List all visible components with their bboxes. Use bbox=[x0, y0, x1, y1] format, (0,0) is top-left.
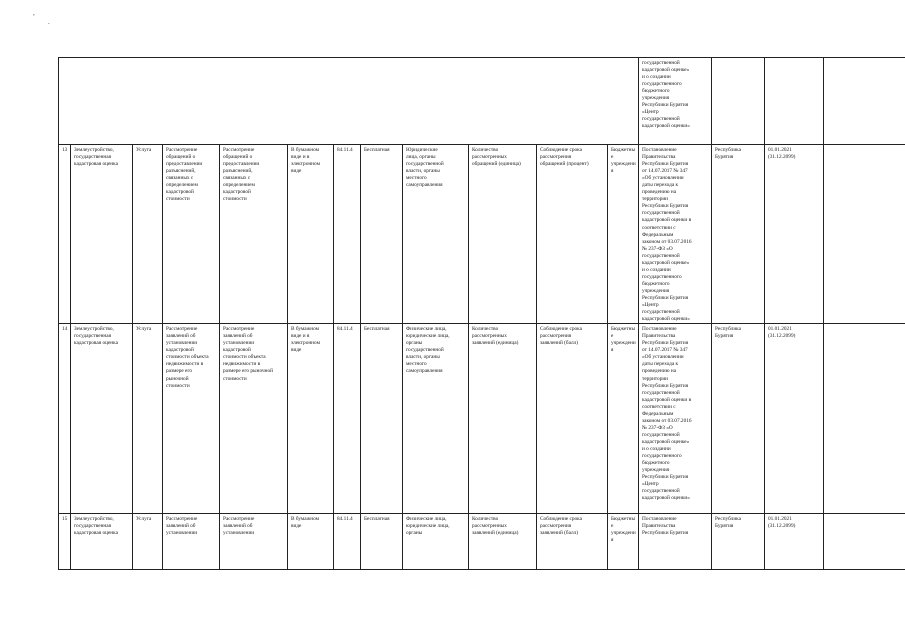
table-cell-legal-basis: Постановление Правительства Республики Бурятия от 14.07.2017 № 347 «Об установлении даты перехода к проведению на территории Республики Бурятия государственной кадастровой оценки в соответствии с Федеральным законом от 03.07.2016 № 237-ФЗ «О государственной кадастровой оценке» и о создании государственного бюджетного учреждения Республики Бурятия «Центр государственной кадастровой оценки» bbox=[639, 145, 712, 324]
table-cell-empty bbox=[824, 324, 905, 514]
table-cell bbox=[712, 58, 765, 145]
table-cell-number: 15 bbox=[59, 514, 71, 570]
table-cell-consumers: Физические лица, юридические лица, органы государственной власти, органы местного самоуправления bbox=[403, 324, 469, 514]
table-cell-form: В бумажном виде и в электронном виде bbox=[288, 145, 334, 324]
table-cell-region: Республика Бурятия bbox=[712, 324, 765, 514]
table-cell-type: Услуга bbox=[133, 145, 163, 324]
table-cell-service-content: Рассмотрение заявлений об установлении bbox=[220, 514, 288, 570]
table-cell-type: Услуга bbox=[133, 514, 163, 570]
table-cell bbox=[824, 58, 905, 145]
table-cell-fee: Бесплатная bbox=[361, 324, 403, 514]
table-cell-fee: Бесплатная bbox=[361, 514, 403, 570]
table-cell-empty bbox=[824, 514, 905, 570]
table-cell-volume-indicator: Количество рассмотренных обращений (единица) bbox=[469, 145, 537, 324]
services-table bbox=[58, 57, 905, 570]
table-cell-service-name: Рассмотрение обращений о предоставлении разъяснений, связанных с определением кадастровой стоимости bbox=[163, 145, 220, 324]
table-cell-empty bbox=[59, 58, 639, 145]
scan-mark: , bbox=[33, 9, 35, 17]
table-cell-institution-type: Бюджетные учреждения bbox=[608, 145, 639, 324]
table-cell-empty bbox=[824, 145, 905, 324]
table-cell-number: 13 bbox=[59, 145, 71, 324]
table-cell-code: 84.11.4 bbox=[334, 145, 361, 324]
table-cell-legal-basis: Постановление Правительства Республики Бурятия от 14.07.2017 № 347 «Об установлении даты перехода к проведению на территории Республики Бурятия государственной кадастровой оценки в соответствии с Федеральным законом от 03.07.2016 № 237-ФЗ «О государственной кадастровой оценке» и о создании государственного бюджетного учреждения Республики Бурятия «Центр государственной кадастровой оценки» bbox=[639, 324, 712, 514]
table-cell-volume-indicator: Количество рассмотренных заявлений (единица) bbox=[469, 324, 537, 514]
table-cell-form: В бумажном виде bbox=[288, 514, 334, 570]
table-cell-activity: Землеустройство, государственная кадастровая оценка bbox=[71, 324, 133, 514]
table-cell-form: В бумажном виде и в электронном виде bbox=[288, 324, 334, 514]
table-cell-dates: 01.01.2021 (31.12.2099) bbox=[765, 324, 824, 514]
table-cell-quality-indicator: Соблюдение срока рассмотрения обращений (процент) bbox=[537, 145, 608, 324]
table-cell-dates: 01.01.2021 (31.12.2099) bbox=[765, 514, 824, 570]
table-cell-institution-type: Бюджетные учреждения bbox=[608, 514, 639, 570]
table-cell-region: Республика Бурятия bbox=[712, 514, 765, 570]
table-cell-service-name: Рассмотрение заявлений об установлении bbox=[163, 514, 220, 570]
table-row bbox=[59, 514, 905, 570]
table-cell-volume-indicator: Количество рассмотренных заявлений (единица) bbox=[469, 514, 537, 570]
services-table-region bbox=[58, 57, 848, 570]
table-row bbox=[59, 324, 905, 514]
table-cell-activity: Землеустройство, государственная кадастровая оценка bbox=[71, 514, 133, 570]
table-cell-dates: 01.01.2021 (31.12.2099) bbox=[765, 145, 824, 324]
table-row bbox=[59, 58, 905, 145]
table-cell-consumers: Физические лица, юридические лица, органы bbox=[403, 514, 469, 570]
scan-mark: . bbox=[48, 18, 50, 26]
table-cell-service-content: Рассмотрение обращений о предоставлении разъяснений, связанных с определением кадастровой стоимости bbox=[220, 145, 288, 324]
table-cell bbox=[765, 58, 824, 145]
table-cell-fee: Бесплатная bbox=[361, 145, 403, 324]
table-cell-code: 84.11.4 bbox=[334, 514, 361, 570]
table-cell-legal-basis: государственной кадастровой оценке» и о создании государственного бюджетного учреждения Республики Бурятия «Центр государственной кадастровой оценки» bbox=[639, 58, 712, 145]
table-cell-activity: Землеустройство, государственная кадастровая оценка bbox=[71, 145, 133, 324]
table-cell-legal-basis: Постановление Правительства Республики Бурятия bbox=[639, 514, 712, 570]
table-cell-type: Услуга bbox=[133, 324, 163, 514]
table-row bbox=[59, 145, 905, 324]
table-cell-region: Республика Бурятия bbox=[712, 145, 765, 324]
table-cell-quality-indicator: Соблюдение срока рассмотрения заявлений (балл) bbox=[537, 514, 608, 570]
table-cell-consumers: Юридические лица, органы государственной власти, органы местного самоуправления bbox=[403, 145, 469, 324]
table-cell-institution-type: Бюджетные учреждения bbox=[608, 324, 639, 514]
table-cell-code: 84.11.4 bbox=[334, 324, 361, 514]
table-cell-quality-indicator: Соблюдение срока рассмотрения заявлений (балл) bbox=[537, 324, 608, 514]
table-cell-service-content: Рассмотрение заявлений об установлении кадастровой стоимости объекта недвижимости в размере его рыночной стоимости bbox=[220, 324, 288, 514]
table-cell-service-name: Рассмотрение заявлений об установлении кадастровой стоимости объекта недвижимости в размере его рыночной стоимости bbox=[163, 324, 220, 514]
table-cell-number: 14 bbox=[59, 324, 71, 514]
